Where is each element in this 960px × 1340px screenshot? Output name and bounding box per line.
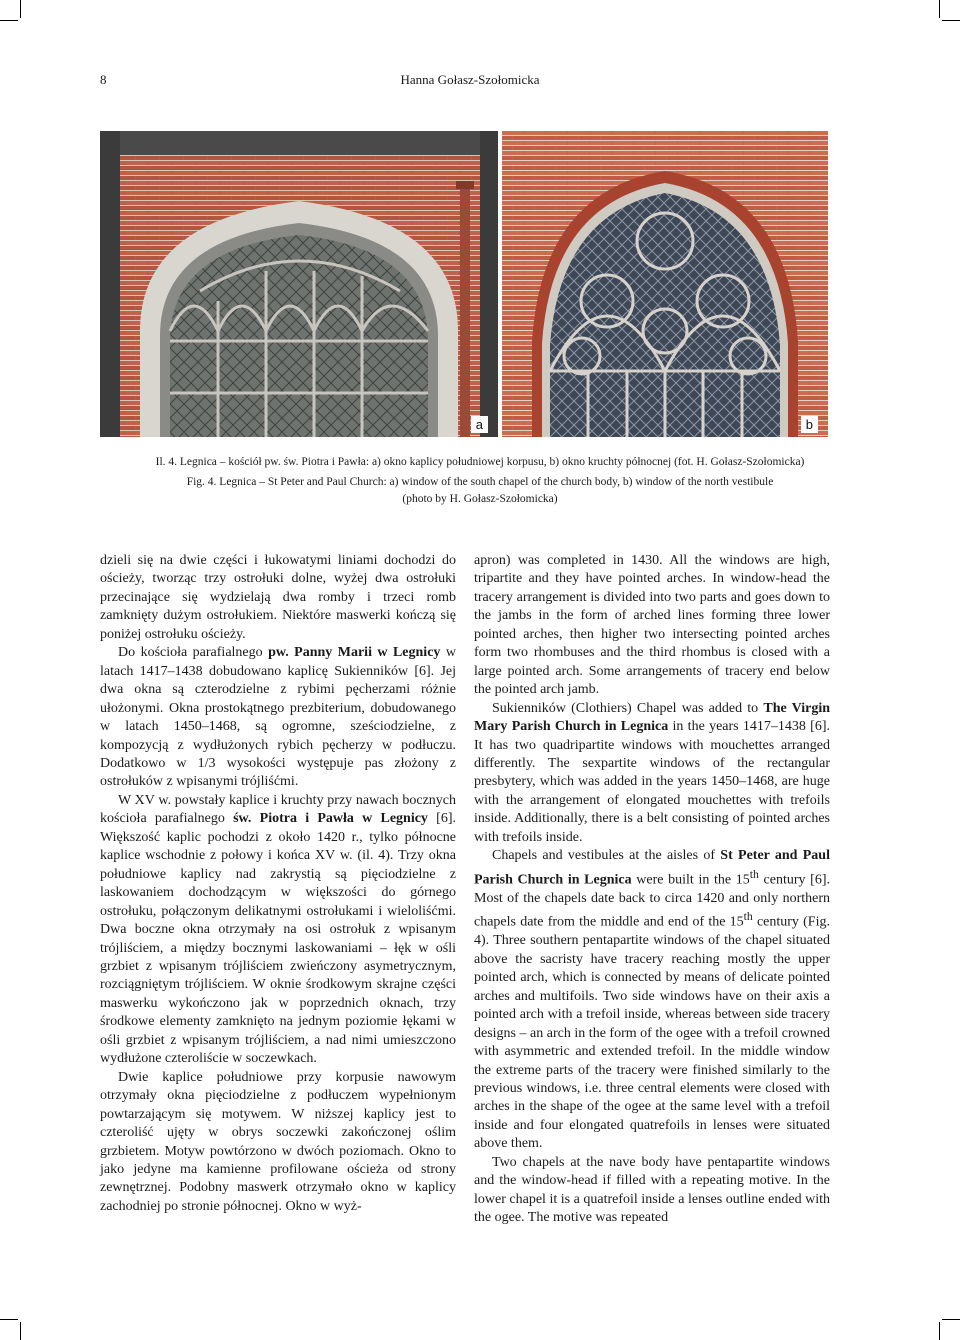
photo-a-window-south-chapel: [100, 131, 498, 437]
running-head-author: Hanna Gołasz-Szołomicka: [400, 72, 540, 87]
paragraph: Two chapels at the nave body have pentapartite windows and the window-head if filled with a repeating motive. In the lower chapel it is a quatrefoil inside a lenses outline ended with the ogee. The motive was repeated: [474, 1154, 830, 1226]
page-number: 8: [100, 72, 107, 87]
paragraph: Dwie kaplice południowe przy korpusie nawowym otrzymały okna pięciodzielne z podłuczem wypełnionym powtarzającym się motywem. W niższej kaplicy jest to czteroliść ujęty w obrys soczewki zakończonej oślim grzbietem. Motyw powtórzono w dwóch poziomach. Okno to jako jedyne ma kamienne profilowane ościeża od strony zewnętrznej. Podobny maswerk otrzymało okno w kaplicy zachodniej po stronie północnej. Okno w wyż-: [100, 1069, 456, 1214]
body-column-polish: [100, 552, 456, 1216]
paragraph: Do kościoła parafialnego pw. Panny Marii w Legnicy w latach 1417–1438 dobudowano kaplicę Sukienników [6]. Jej dwa okna są czterodzielne z rybimi pęcherzami różnie ułożonymi. Okna prostokątnego prezbiterium, dobudowanego w latach 1450–1468, są ogromne, sześciodzielne, z kompozycją z wydłużonych rybich pęcherzy w podłuczu. Dodatkowo w 1/3 wysokości występuje pas złożony z ostrołuków z wpisanymi trójliśćmi.: [100, 645, 456, 790]
crop-mark-bottom-left-h: [0, 1319, 18, 1320]
crop-mark-top-left-h: [0, 20, 18, 21]
photo-b-label: b: [801, 416, 818, 433]
crop-mark-top-left-v: [20, 0, 21, 18]
figure-caption-english-line1: Fig. 4. Legnica – St Peter and Paul Church: a) window of the south chapel of the church body, b) window of the north vestibule: [186, 476, 774, 488]
crop-mark-bottom-right-v: [939, 1322, 940, 1340]
running-header: [100, 72, 840, 90]
paragraph: W XV w. powstały kaplice i kruchty przy nawach bocznych kościoła parafialnego św. Piotra i Pawła w Legnicy [6]. Większość kaplic pochodzi z około 1420 r., tylko północne kaplice wschodnie z połowy i końca XV w. (il. 4). Trzy okna południowe kaplicy nad zakrystią są pięciodzielne z laskowaniem dochodzącym w większości do górnego ostrołuku, połączonym delikatnymi ostrołukami i wieloliśćmi. Dwa boczne okna otrzymały na osi ostrołuk z wpisanym trójliściem, a między bocznymi laskowaniami – łęk w ośli grzbiet z wpisanym trójliściem zwieńczony asymetrycznym, rozciągniętym trójliściem. W oknie środkowym skrajne części maswerku wykończono jak w poprzednich oknach, trzy środkowe elementy zamknięto na jednym poziomie łękami w ośli grzbiet z wpisanym trójliściem, a nad nimi umieszczono wydłużone czteroliście w soczewkach.: [100, 792, 456, 1067]
paragraph: Chapels and vestibules at the aisles of St Peter and Paul Parish Church in Legnica were built in the 15th century [6]. Most of the chapels date back to circa 1420 and only northern chapels date from the middle and end of the 15th century (Fig. 4). Three southern pentapartite windows of the chapel situated above the sacristy have tracery reaching mostly the upper pointed arch, which is connected by means of delicate pointed arches and multifoils. Two side windows have on their axis a pointed arch with a trefoil inside, whereas between side tracery designs – an arch in the form of the ogee with a trefoil crowned with asymmetric and extended trefoil. In the middle window the extreme parts of the tracery were finished similarly to the previous windows, i.e. three central elements were closed with arches in the shape of the ogee at the same level with a trefoil inside and four elongated quatrefoils in lenses were situated above them.: [474, 848, 830, 1152]
photo-a-label: a: [471, 416, 488, 433]
crop-mark-top-right-v: [939, 0, 940, 18]
paragraph: Sukienników (Clothiers) Chapel was added to The Virgin Mary Parish Church in Legnica in the years 1417–1438 [6]. It has two quadripartite windows with mouchettes arranged differently. The sexpartite windows of the rectangular presbytery, which was added in the years 1450–1468, are huge with the arrangement of elongated mouchettes with trefoils inside. Additionally, there is a belt consisting of pointed arches with trefoils inside.: [474, 700, 830, 845]
paragraph: apron) was completed in 1430. All the windows are high, tripartite and they have pointed arches. In window-head the tracery arrangement is divided into two parts and goes down to the jambs in the form of arched lines forming three lower pointed arches, then higher two intersecting pointed arches form two rhombuses and the third rhombus is closed with a large pointed arch. Some arrangements of tracery end below the pointed arch jamb.: [474, 553, 830, 698]
paragraph: dzieli się na dwie części i łukowatymi liniami dochodzi do ościeży, tworząc trzy ostrołuki dolne, wyżej dwa ostrołuki przecinające się wydzielają dwa romby i trzeci romb zamknięty dużym ostrołukiem. Niektóre maswerki kończą się poniżej ostrołuku ościeży.: [100, 553, 456, 642]
crop-mark-bottom-left-v: [20, 1322, 21, 1340]
body-column-english: [474, 552, 830, 1228]
crop-mark-bottom-right-h: [942, 1319, 960, 1320]
crop-mark-top-right-h: [942, 20, 960, 21]
figure-caption-english-line2: (photo by H. Gołasz-Szołomicka): [402, 493, 558, 505]
figure-caption-english: [100, 474, 860, 508]
photo-b-window-north-vestibule: [502, 131, 828, 437]
figure-caption-polish: Il. 4. Legnica – kościół pw. św. Piotra i Pawła: a) okno kaplicy południowej korpusu, b) okno kruchty północnej (fot. H. Gołasz-Szołomicka): [155, 456, 805, 468]
